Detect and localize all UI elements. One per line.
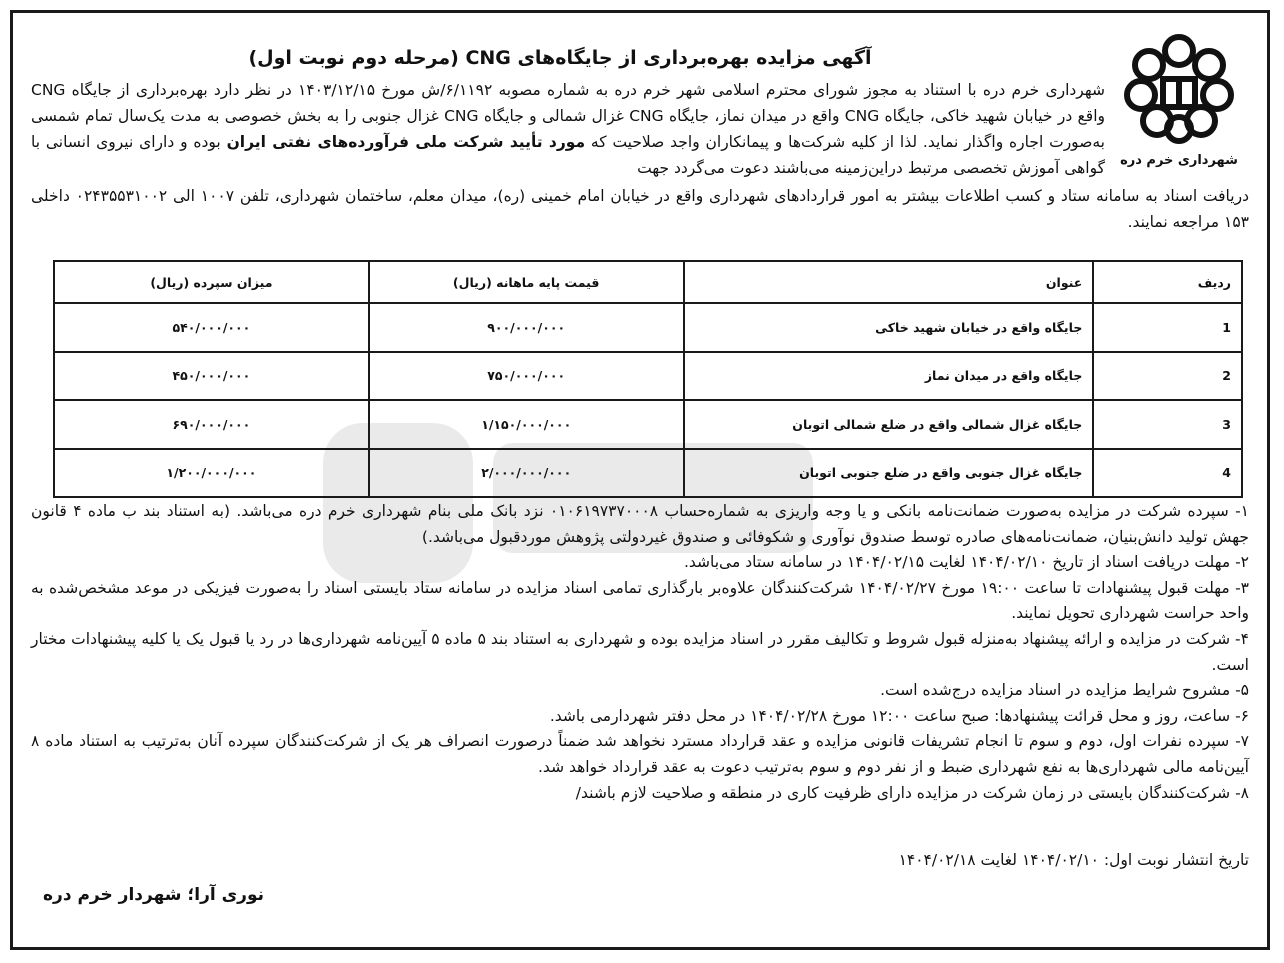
logo-caption: شهرداری خرم دره [1120, 153, 1238, 168]
intro-emphasis: مورد تأیید شرکت ملی فرآورده‌های نفتی ایران [226, 133, 586, 151]
header-base-price: قیمت پایه ماهانه (ریال) [369, 261, 684, 303]
cell-base-price: ۹۰۰/۰۰۰/۰۰۰ [369, 303, 684, 352]
notice-page [10, 10, 1270, 950]
cell-base-price: ۱/۱۵۰/۰۰۰/۰۰۰ [369, 400, 684, 449]
notice-title: آگهی مزایده بهره‌برداری از جایگاه‌های CNG (مرحله دوم نوبت اول) [248, 47, 872, 69]
intro-text-1: شهرداری خرم دره با استناد به مجوز شورای محترم اسلامی شهر خرم دره به شماره مصوبه ۶/۱۱۹۲/ش مورخ ۱۴۰۳/۱۲/۱۵ در نظر دارد بهره‌برداری از جایگاه CNG واقع در خیابان شهید خاکی، جایگاه CNG واقع در میدان نماز، جایگاه CNG غزال شمالی و جایگاه CNG غزال جنوبی را به بخش خصوصی به مدت یک‌سال تمام شمسی به‌صورت اجاره واگذار نماید. لذا از کلیه شرکت‌ها و پیمانکاران واجد صلاحیت که [31, 81, 1106, 151]
cell-row-number: 4 [1093, 449, 1242, 498]
condition-item: ۴- شرکت در مزایده و ارائه پیشنهاد به‌منزله قبول شروط و تکالیف مقرر در اسناد مزایده بوده و شهرداری به استناد بند ۵ ماده ۵ آیین‌نامه شهرداری‌ها در رد یا قبول یک یا کلیه پیشنهادات مختار است. [31, 629, 1249, 674]
conditions-list [31, 499, 1249, 806]
header-deposit: میزان سپرده (ریال) [54, 261, 369, 303]
intro-paragraph-contact: دریافت اسناد به سامانه ستاد و کسب اطلاعات بیشتر به امور قراردادهای شهرداری واقع در خیابان امام خمینی (ره)، میدان معلم، ساختمان شهرداری، تلفن ۱۰۰۷ الی ۰۲۴۳۵۵۳۱۰۰۲ داخلی ۱۵۳ مراجعه نمایند. [31, 187, 1249, 231]
intro-text-2: بوده و دارای نیروی انسانی با گواهی آموزش تخصصی مرتبط دراین‌زمینه می‌باشند دعوت می‌گردد جهت [31, 133, 1105, 177]
cell-deposit: ۵۴۰/۰۰۰/۰۰۰ [54, 303, 369, 352]
cell-title: جایگاه غزال شمالی واقع در ضلع شمالی اتوبان [684, 400, 1094, 449]
cell-base-price: ۷۵۰/۰۰۰/۰۰۰ [369, 352, 684, 401]
header-row-number: ردیف [1093, 261, 1242, 303]
condition-item: ۳- مهلت قبول پیشنهادات تا ساعت ۱۹:۰۰ مورخ ۱۴۰۴/۰۲/۲۷ شرکت‌کنندگان علاوه‌بر بارگذاری تمامی اسناد مزایده در سامانه ستاد بایستی اسناد را به‌صورت فیزیکی در موعد مشخص‌شده به واحد حراست شهرداری تحویل نمایند. [31, 578, 1249, 623]
cell-deposit: ۱/۲۰۰/۰۰۰/۰۰۰ [54, 449, 369, 498]
intro-paragraph [31, 77, 1105, 181]
condition-item: ۲- مهلت دریافت اسناد از تاریخ ۱۴۰۴/۰۲/۱۰ لغایت ۱۴۰۴/۰۲/۱۵ در سامانه ستاد می‌باشد. [683, 553, 1249, 572]
items-table [53, 260, 1243, 498]
table-header-row [54, 261, 1242, 303]
cell-title: جایگاه واقع در خیابان شهید خاکی [684, 303, 1094, 352]
cell-row-number: 2 [1093, 352, 1242, 401]
cell-base-price: ۲/۰۰۰/۰۰۰/۰۰۰ [369, 449, 684, 498]
condition-item: ۷- سپرده نفرات اول، دوم و سوم تا انجام تشریفات قانونی مزایده و عقد قرارداد مسترد نخواهد شد ضمناً درصورت انصراف هر یک از شرکت‌کنندگان سپرده آنان به‌ترتیب به استناد ماده ۸ آیین‌نامه مالی شهرداری‌ها به نفع شهرداری ضبط و از نفر دوم و سوم به‌ترتیب دعوت به عقد قرارداد خواهد شد. [31, 732, 1249, 776]
cell-row-number: 3 [1093, 400, 1242, 449]
cell-title: جایگاه غزال جنوبی واقع در ضلع جنوبی اتوبان [684, 449, 1094, 498]
cell-title: جایگاه واقع در میدان نماز [684, 352, 1094, 401]
condition-item: ۸- شرکت‌کنندگان بایستی در زمان شرکت در مزایده دارای ظرفیت کاری در منطقه و صلاحیت لازم باشند/ [575, 783, 1249, 802]
header-title: عنوان [684, 261, 1094, 303]
condition-item: ۶- ساعت، روز و محل قرائت پیشنهادها: صبح ساعت ۱۲:۰۰ مورخ ۱۴۰۴/۰۲/۲۸ در محل دفتر شهردارمی باشد. [549, 706, 1249, 725]
cell-deposit: ۶۹۰/۰۰۰/۰۰۰ [54, 400, 369, 449]
table-row [54, 352, 1242, 401]
table-row [54, 449, 1242, 498]
table-row [54, 303, 1242, 352]
mayor-signature: نوری آرا؛ شهردار خرم دره [43, 885, 265, 905]
publish-date: تاریخ انتشار نوبت اول: ۱۴۰۴/۰۲/۱۰ لغایت ۱۴۰۴/۰۲/۱۸ [898, 851, 1249, 869]
cell-deposit: ۴۵۰/۰۰۰/۰۰۰ [54, 352, 369, 401]
table-row [54, 400, 1242, 449]
condition-item: ۱- سپرده شرکت در مزایده به‌صورت ضمانت‌نامه بانکی و یا وجه واریزی به شماره‌حساب ۰۱۰۶۱۹۷۳۷۰۰۰۸ نزد بانک ملی بنام شهرداری خرم دره می‌باشد. (به استناد بند ب ماده ۴ قانون جهش تولید دانش‌بنیان، ضمانت‌نامه‌های صادره توسط صندوق نوآوری و شکوفائی و صندوق غیردولتی پژوهش موردقبول می‌باشد.) [31, 502, 1249, 546]
cell-row-number: 1 [1093, 303, 1242, 352]
condition-item: ۵- مشروح شرایط مزایده در اسناد مزایده درج‌شده است. [880, 681, 1249, 700]
